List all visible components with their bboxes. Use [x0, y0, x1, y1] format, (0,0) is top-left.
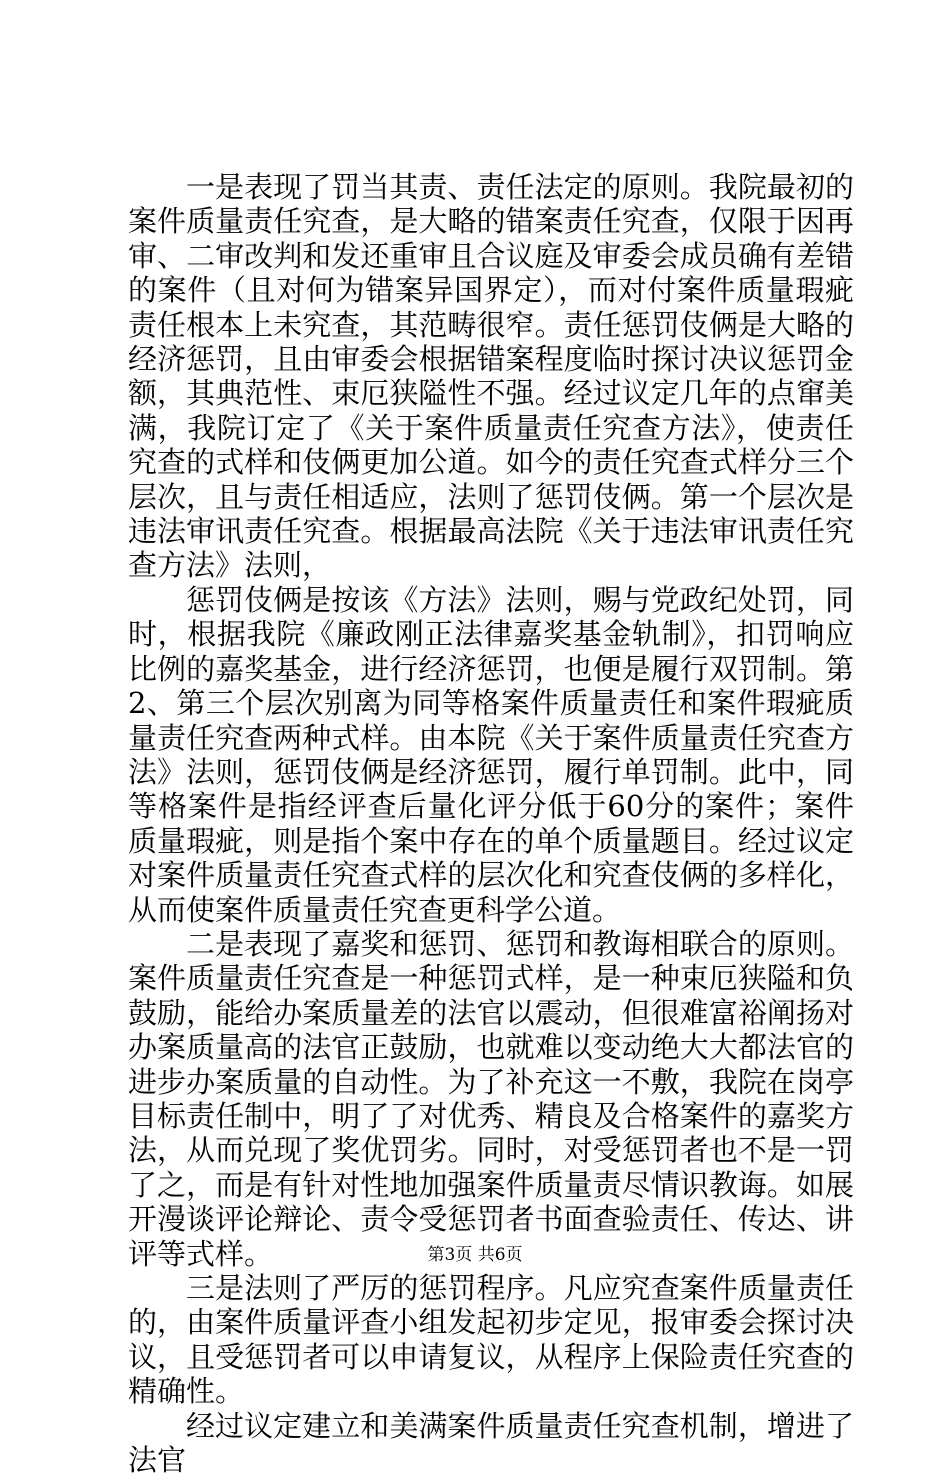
paragraph-2: 惩罚伎俩是按该《方法》法则，赐与党政纪处罚，同时，根据我院《廉政刚正法律嘉奖基金轨制》，扣罚响应比例的嘉奖基金，进行经济惩罚，也便是履行双罚制。第2、第三个层次别离为同等格案件质量责任和案件瑕疵质量责任究查两种式样。由本院《关于案件质量责任究查方法》法则，惩罚伎俩是经济惩罚，履行单罚制。此中，同等格案件是指经评查后量化评分低于60分的案件；案件质量瑕疵，则是指个案中存在的单个质量题目。经过议定对案件质量责任究查式样的层次化和究查伎俩的多样化，从而使案件质量责任究查更科学公道。	[128, 582, 854, 927]
page-footer: 第3页 共6页	[427, 1245, 523, 1265]
paragraph-5: 经过议定建立和美满案件质量责任究查机制，增进了法官	[128, 1408, 854, 1477]
paragraph-3: 二是表现了嘉奖和惩罚、惩罚和教诲相联合的原则。案件质量责任究查是一种惩罚式样，是一种束厄狭隘和负鼓励，能给办案质量差的法官以震动，但很难富裕阐扬对办案质量高的法官正鼓励，也就难以变动绝大大都法官的进步办案质量的自动性。为了补充这一不敷，我院在岗亭目标责任制中，明了了对优秀、精良及合格案件的嘉奖方法，从而兑现了奖优罚劣。同时，对受惩罚者也不是一罚了之，而是有针对性地加强案件质量责尽情识教诲。如展开漫谈评论辩论、责令受惩罚者书面查验责任、传达、讲评等式样。	[128, 926, 854, 1271]
paragraph-4: 三是法则了严厉的惩罚程序。凡应究查案件质量责任的，由案件质量评查小组发起初步定见，报审委会探讨决议，且受惩罚者可以申请复议，从程序上保险责任究查的精确性。	[128, 1271, 854, 1409]
paragraph-1: 一是表现了罚当其责、责任法定的原则。我院最初的案件质量责任究查，是大略的错案责任究查，仅限于因再审、二审改判和发还重审且合议庭及审委会成员确有差错的案件（且对何为错案异国界定），而对付案件质量瑕疵责任根本上未究查，其范畴很窄。责任惩罚伎俩是大略的经济惩罚，且由审委会根据错案程度临时探讨决议惩罚金额，其典范性、束厄狭隘性不强。经过议定几年的点窜美满，我院订定了《关于案件质量责任究查方法》，使责任究查的式样和伎俩更加公道。如今的责任究查式样分三个层次，且与责任相适应，法则了惩罚伎俩。第一个层次是违法审讯责任究查。根据最高法院《关于违法审讯责任究查方法》法则，	[128, 170, 854, 583]
body-text	[128, 170, 854, 1477]
